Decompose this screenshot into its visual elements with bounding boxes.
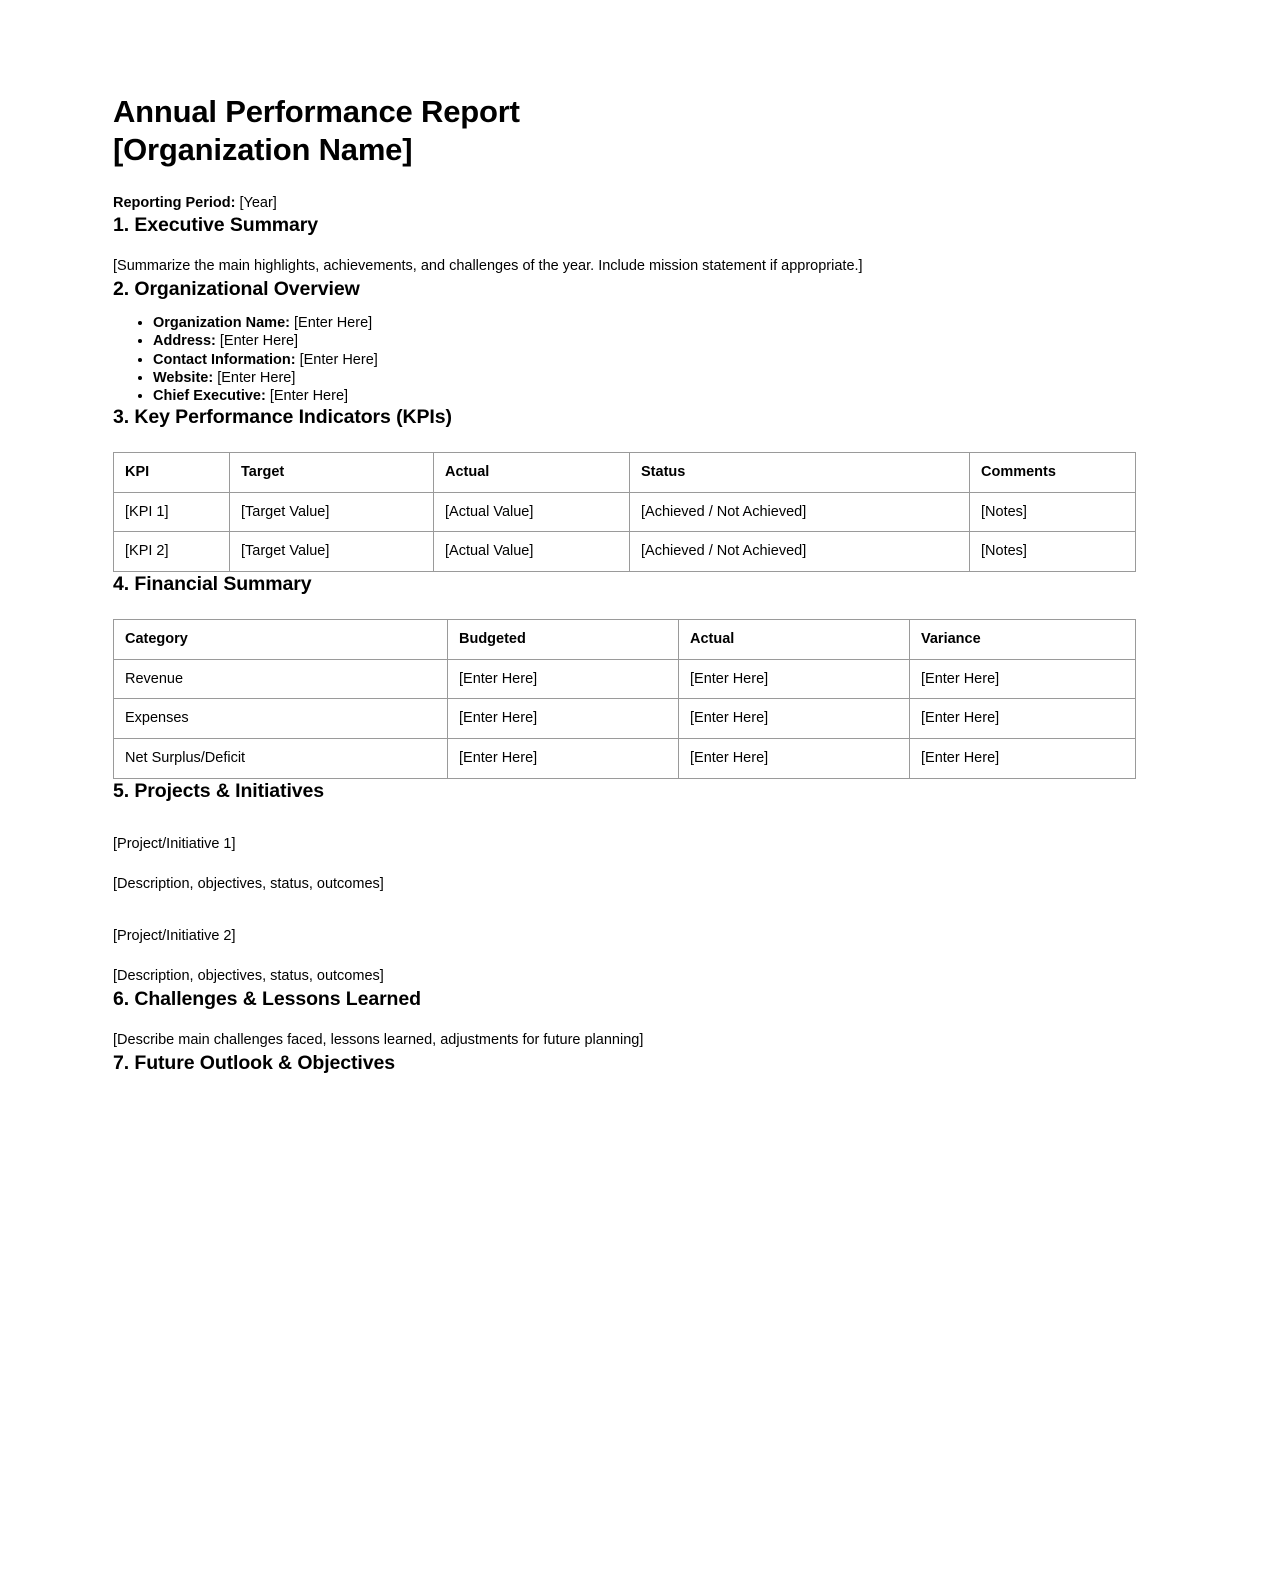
column-header: Comments xyxy=(970,452,1136,492)
column-header: Actual xyxy=(434,452,630,492)
list-item-label: Organization Name: xyxy=(153,315,290,332)
table-cell: [Enter Here] xyxy=(910,739,1136,779)
section-heading-executive-summary: 1. Executive Summary xyxy=(113,214,319,237)
table-cell: Revenue xyxy=(114,659,448,699)
reporting-period-value: [Year] xyxy=(239,195,277,211)
column-header: Variance xyxy=(910,619,1136,659)
project-description: [Description, objectives, status, outcomes] xyxy=(113,968,384,985)
table-cell: Expenses xyxy=(114,699,448,739)
table-header-row xyxy=(114,452,1136,492)
table-cell: [Enter Here] xyxy=(679,739,910,779)
list-item-value: [Enter Here] xyxy=(269,388,349,405)
list-item-label: Address: xyxy=(153,333,216,350)
section-heading-financial-summary: 4. Financial Summary xyxy=(113,573,312,596)
executive-summary-body: [Summarize the main highlights, achievements, and challenges of the year. Include mission statement if appropriate.] xyxy=(113,257,863,274)
list-item-value: [Enter Here] xyxy=(294,315,373,332)
title-line-2: [Organization Name] xyxy=(113,131,413,167)
table-cell: [Actual Value] xyxy=(434,492,630,532)
project-title: [Project/Initiative 1] xyxy=(113,836,236,853)
list-item-label: Chief Executive: xyxy=(153,388,266,405)
table-cell: [Enter Here] xyxy=(679,659,910,699)
challenges-body: [Describe main challenges faced, lessons learned, adjustments for future planning] xyxy=(113,1031,644,1048)
table-row xyxy=(114,699,1136,739)
column-header: Status xyxy=(630,452,970,492)
section-heading-future-outlook: 7. Future Outlook & Objectives xyxy=(113,1051,395,1074)
column-header: Target xyxy=(230,452,434,492)
table-cell: [Enter Here] xyxy=(448,659,679,699)
table-row xyxy=(114,739,1136,779)
column-header: KPI xyxy=(114,452,230,492)
table-header-row xyxy=(114,619,1136,659)
table-cell: [Enter Here] xyxy=(448,739,679,779)
table-row xyxy=(114,532,1136,572)
section-heading-organizational-overview: 2. Organizational Overview xyxy=(113,277,360,300)
list-item-value: [Enter Here] xyxy=(299,351,378,368)
project-title: [Project/Initiative 2] xyxy=(113,928,236,945)
list-item xyxy=(153,332,1150,350)
column-header: Budgeted xyxy=(448,619,679,659)
table-cell: [Target Value] xyxy=(230,492,434,532)
list-item xyxy=(153,314,1150,332)
list-item xyxy=(153,369,1150,387)
list-item-value: [Enter Here] xyxy=(217,369,296,386)
table-cell: [Enter Here] xyxy=(910,659,1136,699)
list-item xyxy=(153,351,1150,369)
table-cell: [Notes] xyxy=(970,532,1136,572)
list-item-label: Contact Information: xyxy=(153,351,296,368)
table-cell: [Actual Value] xyxy=(434,532,630,572)
page-title xyxy=(113,93,1150,168)
column-header: Category xyxy=(114,619,448,659)
table-cell: [Enter Here] xyxy=(910,699,1136,739)
table-cell: [KPI 1] xyxy=(114,492,230,532)
list-item xyxy=(153,387,1150,405)
project-description: [Description, objectives, status, outcomes] xyxy=(113,876,384,893)
table-row xyxy=(114,492,1136,532)
table-cell: [Achieved / Not Achieved] xyxy=(630,532,970,572)
project-item xyxy=(113,834,1150,895)
table-row xyxy=(114,659,1136,699)
table-cell: [KPI 2] xyxy=(114,532,230,572)
table-cell: [Target Value] xyxy=(230,532,434,572)
financial-summary-table xyxy=(113,619,1136,779)
table-cell: Net Surplus/Deficit xyxy=(114,739,448,779)
reporting-period xyxy=(113,193,1150,213)
column-header: Actual xyxy=(679,619,910,659)
list-item-label: Website: xyxy=(153,369,214,386)
organizational-overview-list xyxy=(113,314,1150,405)
list-item-value: [Enter Here] xyxy=(219,333,299,350)
kpi-table xyxy=(113,452,1136,573)
project-item xyxy=(113,926,1150,987)
table-cell: [Enter Here] xyxy=(679,699,910,739)
section-heading-projects: 5. Projects & Initiatives xyxy=(113,780,325,803)
section-heading-challenges: 6. Challenges & Lessons Learned xyxy=(113,988,421,1011)
table-cell: [Enter Here] xyxy=(448,699,679,739)
table-cell: [Achieved / Not Achieved] xyxy=(630,492,970,532)
reporting-period-label: Reporting Period: xyxy=(113,195,236,211)
section-heading-kpis: 3. Key Performance Indicators (KPIs) xyxy=(113,406,452,429)
table-cell: [Notes] xyxy=(970,492,1136,532)
title-line-1: Annual Performance Report xyxy=(113,94,520,129)
